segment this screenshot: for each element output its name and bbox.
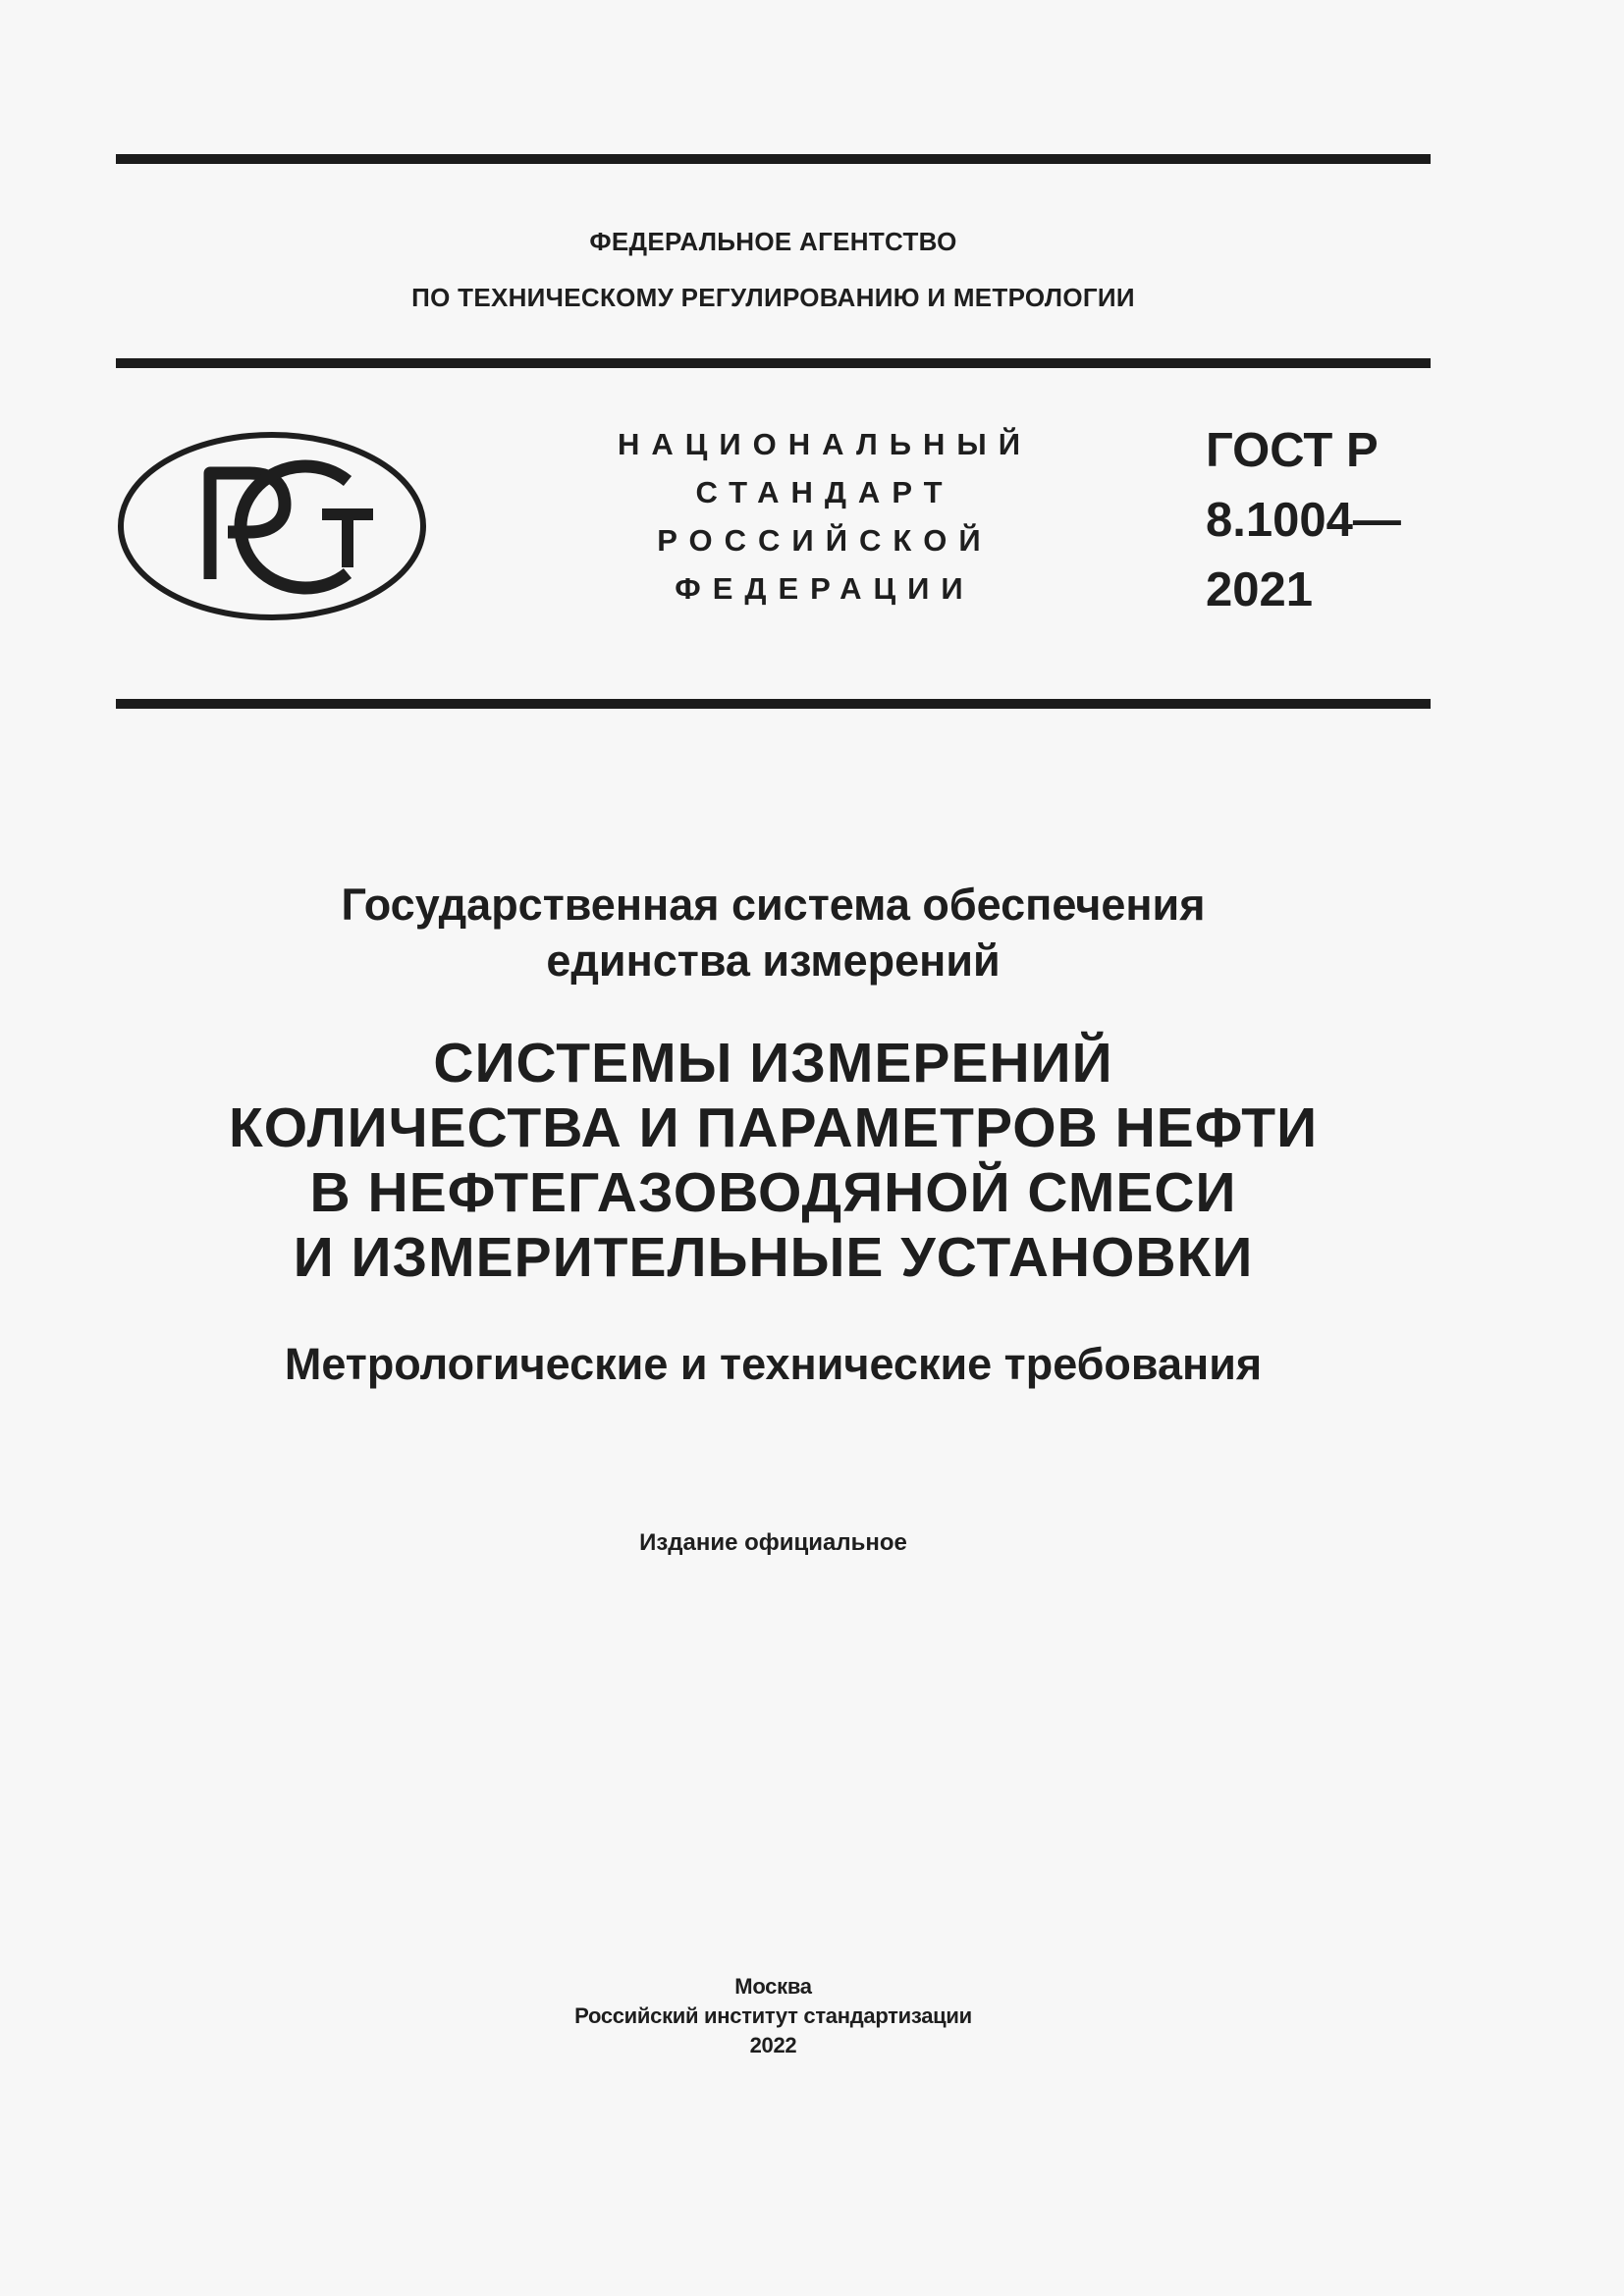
subtitle-text: Метрологические и технические требования — [284, 1339, 1263, 1389]
national-line-3: РОССИЙСКОЙ — [657, 523, 993, 558]
title-line-2: КОЛИЧЕСТВА И ПАРАМЕТРОВ НЕФТИ — [228, 1096, 1319, 1159]
gost-designation — [1206, 416, 1401, 625]
title-line-4: И ИЗМЕРИТЕЛЬНЫЕ УСТАНОВКИ — [293, 1226, 1254, 1289]
national-line-4: ФЕДЕРАЦИИ — [675, 571, 975, 606]
agency-line-1: ФЕДЕРАЛЬНОЕ АГЕНТСТВО — [589, 227, 957, 256]
agency-bottom-rule — [116, 358, 1431, 368]
gost-line-2: 8.1004— — [1206, 494, 1401, 547]
imprint-city: Москва — [734, 1974, 812, 1999]
edition-text: Издание официальное — [639, 1529, 907, 1556]
national-standard-label — [569, 420, 1080, 613]
imprint-block — [116, 1972, 1431, 2060]
top-rule — [116, 154, 1431, 164]
document-title — [116, 1031, 1431, 1290]
document-subtitle — [116, 1335, 1431, 1394]
imprint-publisher: Российский институт стандартизации — [574, 2003, 972, 2028]
gost-line-1: ГОСТ Р — [1206, 424, 1379, 477]
national-line-1: НАЦИОНАЛЬНЫЙ — [617, 427, 1033, 461]
series-line-1: Государственная система обеспечения — [341, 880, 1206, 930]
series-line-2: единства измерений — [546, 935, 1001, 986]
rst-certification-mark-icon — [116, 430, 428, 622]
title-line-1: СИСТЕМЫ ИЗМЕРЕНИЙ — [433, 1032, 1113, 1095]
designation-bottom-rule — [116, 699, 1431, 709]
edition-note — [116, 1525, 1431, 1561]
agency-block — [116, 214, 1431, 326]
imprint-year: 2022 — [749, 2033, 797, 2057]
title-line-3: В НЕФТЕГАЗОВОДЯНОЙ СМЕСИ — [309, 1161, 1237, 1224]
series-title — [116, 877, 1431, 988]
agency-line-2: ПО ТЕХНИЧЕСКОМУ РЕГУЛИРОВАНИЮ И МЕТРОЛОГИИ — [411, 283, 1135, 312]
national-line-2: СТАНДАРТ — [695, 475, 954, 509]
gost-line-3: 2021 — [1206, 563, 1314, 616]
